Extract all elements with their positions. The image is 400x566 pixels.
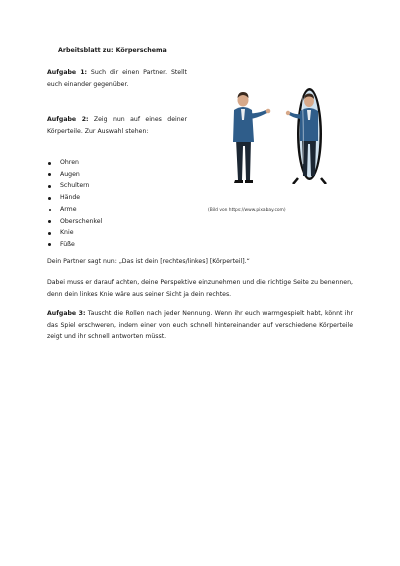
list-item: Augen [47,169,102,181]
mirror-illustration [226,84,328,184]
worksheet-title: Arbeitsblatt zu: Körperschema [58,47,167,54]
task-1-label: Aufgabe 1: [47,69,87,76]
task-2-text: Zeig nun auf eines deiner Körperteile. Zur Auswahl stehen: [47,116,187,135]
task-3-label: Aufgabe 3: [47,310,86,317]
man-figure [233,92,270,183]
list-item: Schultern [47,180,102,192]
task-3-text: Tauscht die Rollen nach jeder Nennung. Wenn ihr euch warmgespielt habt, könnt ihr das Spiel erschweren, indem einer von euch schnell hintereinander auf verschiedene Körperteile zeigt und ihr schnell antworten müsst. [47,310,353,340]
partner-sentence: Dein Partner sagt nun: „Das ist dein [rechtes/linkes] [Körperteil].“ [47,258,250,265]
task-2-label: Aufgabe 2: [47,116,89,123]
task-1-text: Such dir einen Partner. Stellt euch einander gegenüber. [47,69,187,88]
mirror [286,88,326,184]
task-1 [47,67,187,90]
perspective-note: Dabei muss er darauf achten, deine Perspektive einzunehmen und die richtige Seite zu benennen, denn dein linkes Knie wäre aus seiner Sicht ja dein rechtes. [47,279,353,298]
list-item: Hände [47,192,102,204]
list-item: Ohren [47,157,102,169]
image-caption: (Bild von https://www.pixabay.com) [208,208,286,213]
list-item: Arme [47,204,102,216]
list-item: Oberschenkel [47,216,102,228]
task-2 [47,114,187,137]
body-part-list [47,157,102,251]
list-item: Füße [47,239,102,251]
list-item: Knie [47,227,102,239]
task-3 [47,308,353,343]
